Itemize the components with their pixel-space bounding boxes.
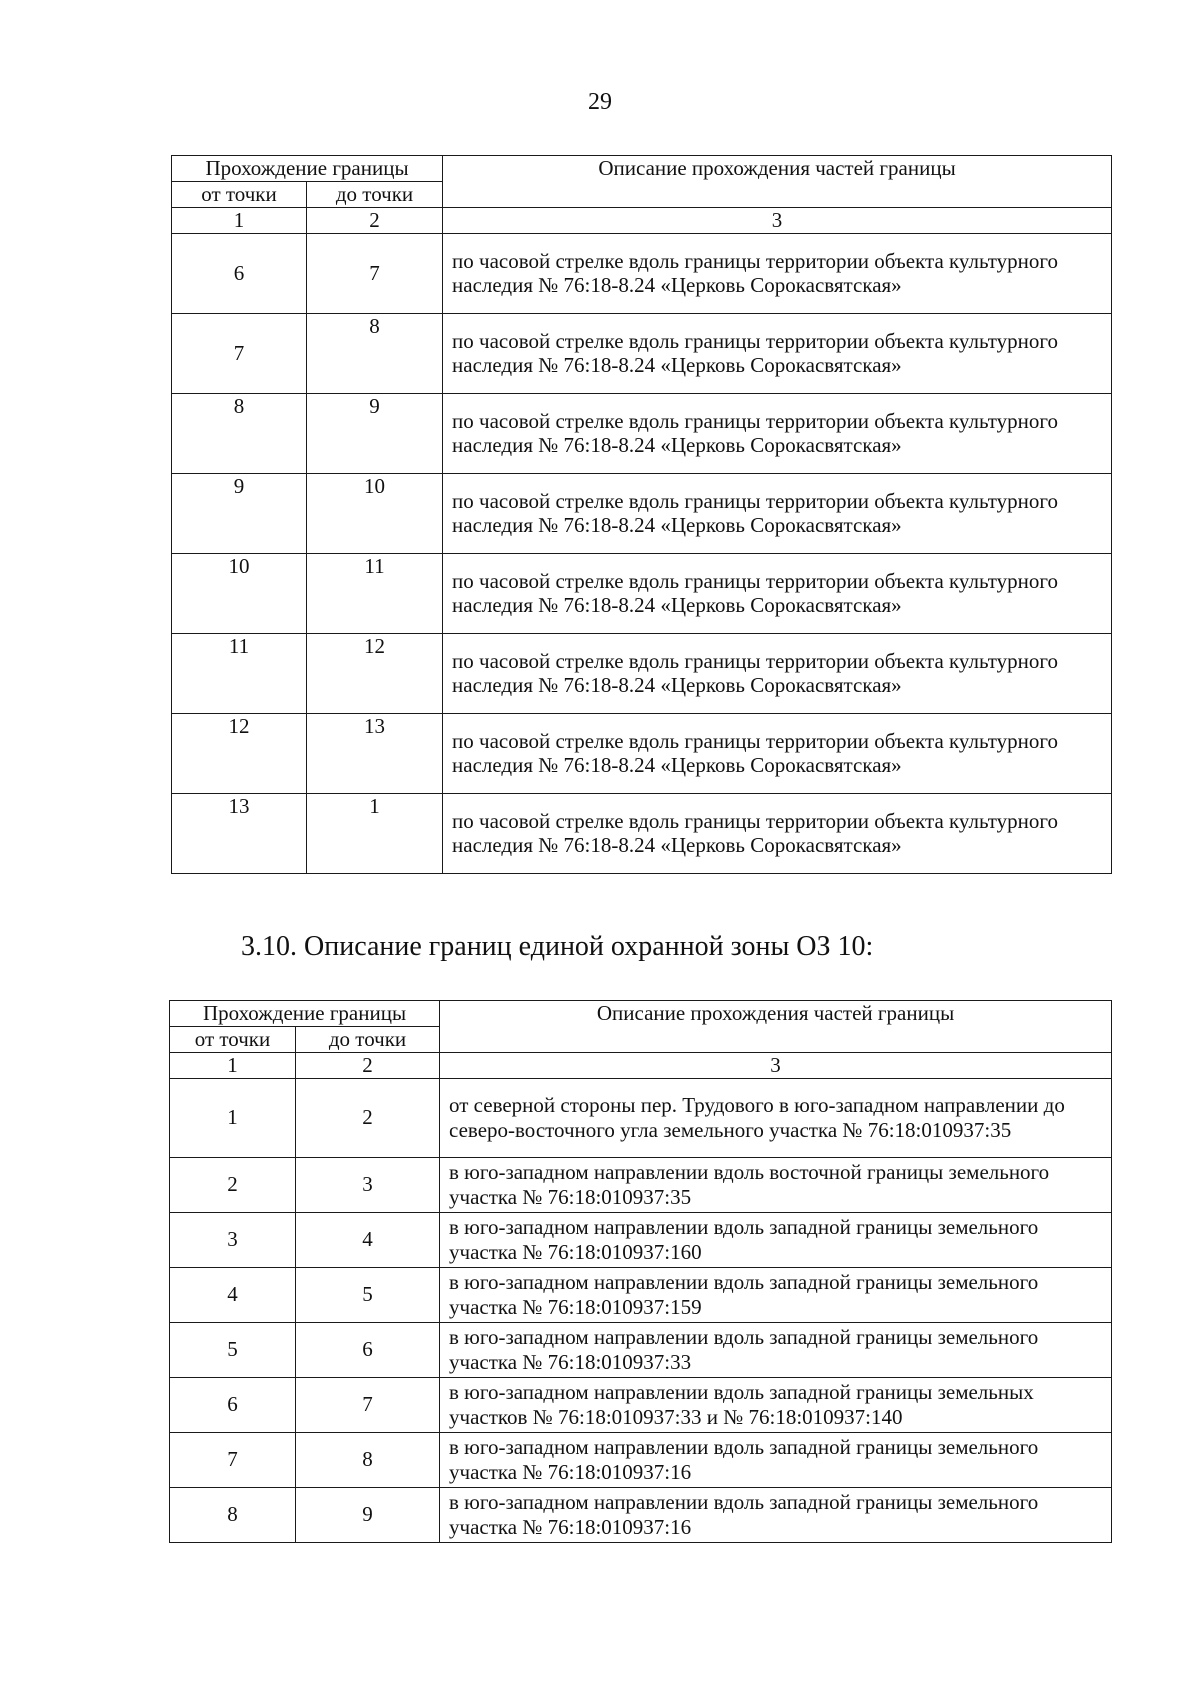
to-point-cell: 4 <box>296 1212 440 1267</box>
description-cell: в юго-западном направлении вдоль западной границы земельных участков № 76:18:010937:33 и № 76:18:010937:140 <box>440 1377 1112 1432</box>
description-cell: по часовой стрелке вдоль границы территории объекта культурного наследия № 76:18-8.24 «Церковь Сорокасвятская» <box>443 233 1112 313</box>
header-to-point: до точки <box>307 182 443 208</box>
table-row <box>170 1157 1112 1212</box>
table-row <box>172 313 1112 393</box>
description-cell: по часовой стрелке вдоль границы территории объекта культурного наследия № 76:18-8.24 «Церковь Сорокасвятская» <box>443 633 1112 713</box>
from-point-cell: 2 <box>170 1157 296 1212</box>
from-point-cell: 8 <box>170 1487 296 1542</box>
table-row <box>170 1377 1112 1432</box>
to-point-cell: 5 <box>296 1267 440 1322</box>
to-point-cell: 8 <box>307 313 443 393</box>
description-cell: в юго-западном направлении вдоль западной границы земельного участка № 76:18:010937:33 <box>440 1322 1112 1377</box>
table-row <box>172 473 1112 553</box>
table-row <box>170 1078 1112 1157</box>
from-point-cell: 6 <box>170 1377 296 1432</box>
column-number: 2 <box>307 208 443 234</box>
description-cell: по часовой стрелке вдоль границы территории объекта культурного наследия № 76:18-8.24 «Церковь Сорокасвятская» <box>443 313 1112 393</box>
description-cell: по часовой стрелке вдоль границы территории объекта культурного наследия № 76:18-8.24 «Церковь Сорокасвятская» <box>443 393 1112 473</box>
column-number: 3 <box>440 1053 1112 1079</box>
from-point-cell: 3 <box>170 1212 296 1267</box>
column-numbers-row <box>172 208 1112 234</box>
from-point-cell: 6 <box>172 233 307 313</box>
page-number: 29 <box>588 89 612 115</box>
description-cell: от северной стороны пер. Трудового в юго-западном направлении до северо-восточного угла земельного участка № 76:18:010937:35 <box>440 1078 1112 1157</box>
header-description: Описание прохождения частей границы <box>443 156 1112 208</box>
header-from-point: от точки <box>172 182 307 208</box>
column-number: 3 <box>443 208 1112 234</box>
description-cell: по часовой стрелке вдоль границы территории объекта культурного наследия № 76:18-8.24 «Церковь Сорокасвятская» <box>443 473 1112 553</box>
description-cell: в юго-западном направлении вдоль западной границы земельного участка № 76:18:010937:16 <box>440 1487 1112 1542</box>
to-point-cell: 10 <box>307 473 443 553</box>
column-number: 1 <box>170 1053 296 1079</box>
description-cell: в юго-западном направлении вдоль западной границы земельного участка № 76:18:010937:160 <box>440 1212 1112 1267</box>
to-point-cell: 9 <box>307 393 443 473</box>
description-cell: по часовой стрелке вдоль границы территории объекта культурного наследия № 76:18-8.24 «Церковь Сорокасвятская» <box>443 793 1112 873</box>
to-point-cell: 2 <box>296 1078 440 1157</box>
header-to-point: до точки <box>296 1027 440 1053</box>
to-point-cell: 3 <box>296 1157 440 1212</box>
to-point-cell: 8 <box>296 1432 440 1487</box>
to-point-cell: 12 <box>307 633 443 713</box>
table-row <box>170 1267 1112 1322</box>
table-row <box>172 713 1112 793</box>
from-point-cell: 5 <box>170 1322 296 1377</box>
column-number: 1 <box>172 208 307 234</box>
from-point-cell: 1 <box>170 1078 296 1157</box>
column-numbers-row <box>170 1053 1112 1079</box>
description-cell: по часовой стрелке вдоль границы территории объекта культурного наследия № 76:18-8.24 «Церковь Сорокасвятская» <box>443 553 1112 633</box>
table-header-row <box>172 156 1112 182</box>
from-point-cell: 7 <box>172 313 307 393</box>
to-point-cell: 7 <box>296 1377 440 1432</box>
header-description: Описание прохождения частей границы <box>440 1001 1112 1053</box>
table-row <box>172 393 1112 473</box>
description-cell: в юго-западном направлении вдоль восточной границы земельного участка № 76:18:010937:35 <box>440 1157 1112 1212</box>
description-cell: по часовой стрелке вдоль границы территории объекта культурного наследия № 76:18-8.24 «Церковь Сорокасвятская» <box>443 713 1112 793</box>
to-point-cell: 9 <box>296 1487 440 1542</box>
from-point-cell: 13 <box>172 793 307 873</box>
header-boundary-passage: Прохождение границы <box>172 156 443 182</box>
to-point-cell: 1 <box>307 793 443 873</box>
table-header-row <box>170 1001 1112 1027</box>
from-point-cell: 7 <box>170 1432 296 1487</box>
header-from-point: от точки <box>170 1027 296 1053</box>
from-point-cell: 4 <box>170 1267 296 1322</box>
description-cell: в юго-западном направлении вдоль западной границы земельного участка № 76:18:010937:16 <box>440 1432 1112 1487</box>
boundary-table-1 <box>171 155 1112 874</box>
to-point-cell: 11 <box>307 553 443 633</box>
table-row <box>172 233 1112 313</box>
from-point-cell: 12 <box>172 713 307 793</box>
from-point-cell: 10 <box>172 553 307 633</box>
table-row <box>172 793 1112 873</box>
section-title: 3.10. Описание границ единой охранной зоны ОЗ 10: <box>241 931 874 962</box>
table-row <box>172 553 1112 633</box>
boundary-table-2 <box>169 1000 1112 1543</box>
description-cell: в юго-западном направлении вдоль западной границы земельного участка № 76:18:010937:159 <box>440 1267 1112 1322</box>
to-point-cell: 13 <box>307 713 443 793</box>
to-point-cell: 6 <box>296 1322 440 1377</box>
from-point-cell: 8 <box>172 393 307 473</box>
column-number: 2 <box>296 1053 440 1079</box>
table-row <box>172 633 1112 713</box>
from-point-cell: 11 <box>172 633 307 713</box>
table-row <box>170 1432 1112 1487</box>
from-point-cell: 9 <box>172 473 307 553</box>
table-row <box>170 1212 1112 1267</box>
header-boundary-passage: Прохождение границы <box>170 1001 440 1027</box>
table-row <box>170 1487 1112 1542</box>
table-row <box>170 1322 1112 1377</box>
to-point-cell: 7 <box>307 233 443 313</box>
